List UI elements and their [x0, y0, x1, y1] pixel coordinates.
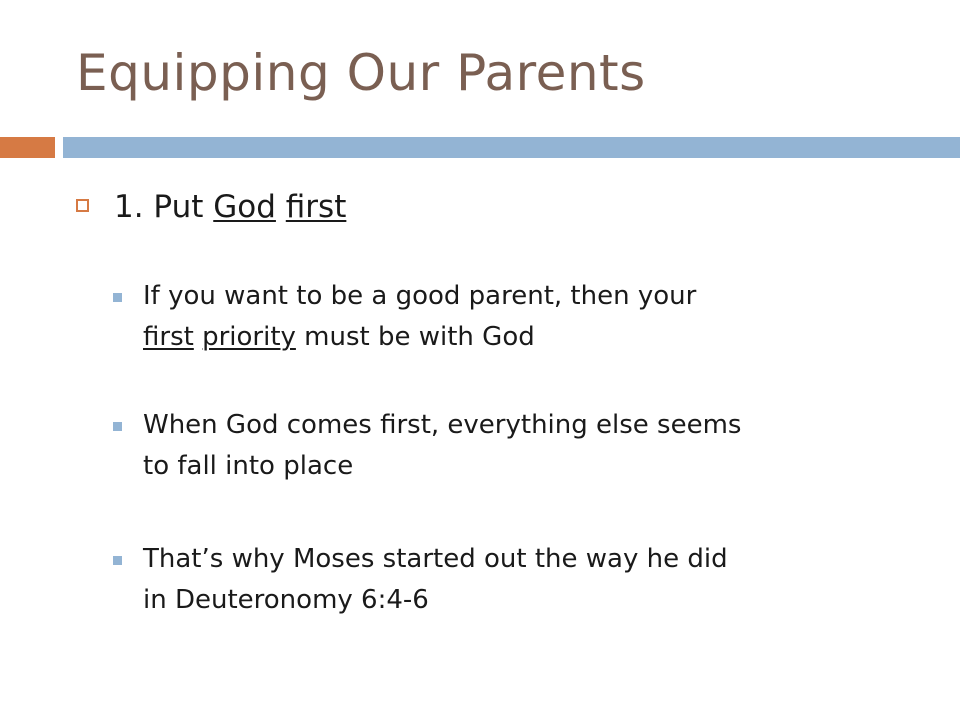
underlined-priority: priority [202, 322, 296, 352]
heading-underlined-first: first [285, 189, 347, 225]
slide-title: Equipping Our Parents [76, 44, 646, 102]
sub-bullet-2-line1: When God comes first, everything else seems [143, 410, 742, 440]
title-divider-bar [63, 137, 960, 158]
sub-bullet-3-line1: That’s why Moses started out the way he did [143, 544, 728, 574]
level1-bullet-text [114, 186, 346, 228]
sub-bullet-1-line2-rest: must be with God [304, 322, 535, 352]
sub-bullet-1-line1: If you want to be a good parent, then your [143, 281, 697, 311]
underlined-first: first [143, 322, 194, 352]
title-accent-bar [0, 137, 55, 158]
filled-square-bullet-icon [113, 556, 122, 565]
sub-bullet-text-3 [143, 539, 933, 621]
heading-prefix: 1. Put [114, 189, 204, 225]
sub-bullet-3-line2: in Deuteronomy 6:4-6 [143, 585, 429, 615]
sub-bullet-1-line2 [143, 317, 933, 358]
heading-underlined-god: God [213, 189, 276, 225]
hollow-square-bullet-icon [76, 199, 89, 212]
filled-square-bullet-icon [113, 293, 122, 302]
filled-square-bullet-icon [113, 422, 122, 431]
sub-bullet-2-line2: to fall into place [143, 451, 354, 481]
sub-bullet-text-1 [143, 276, 933, 358]
sub-bullet-text-2 [143, 405, 933, 487]
